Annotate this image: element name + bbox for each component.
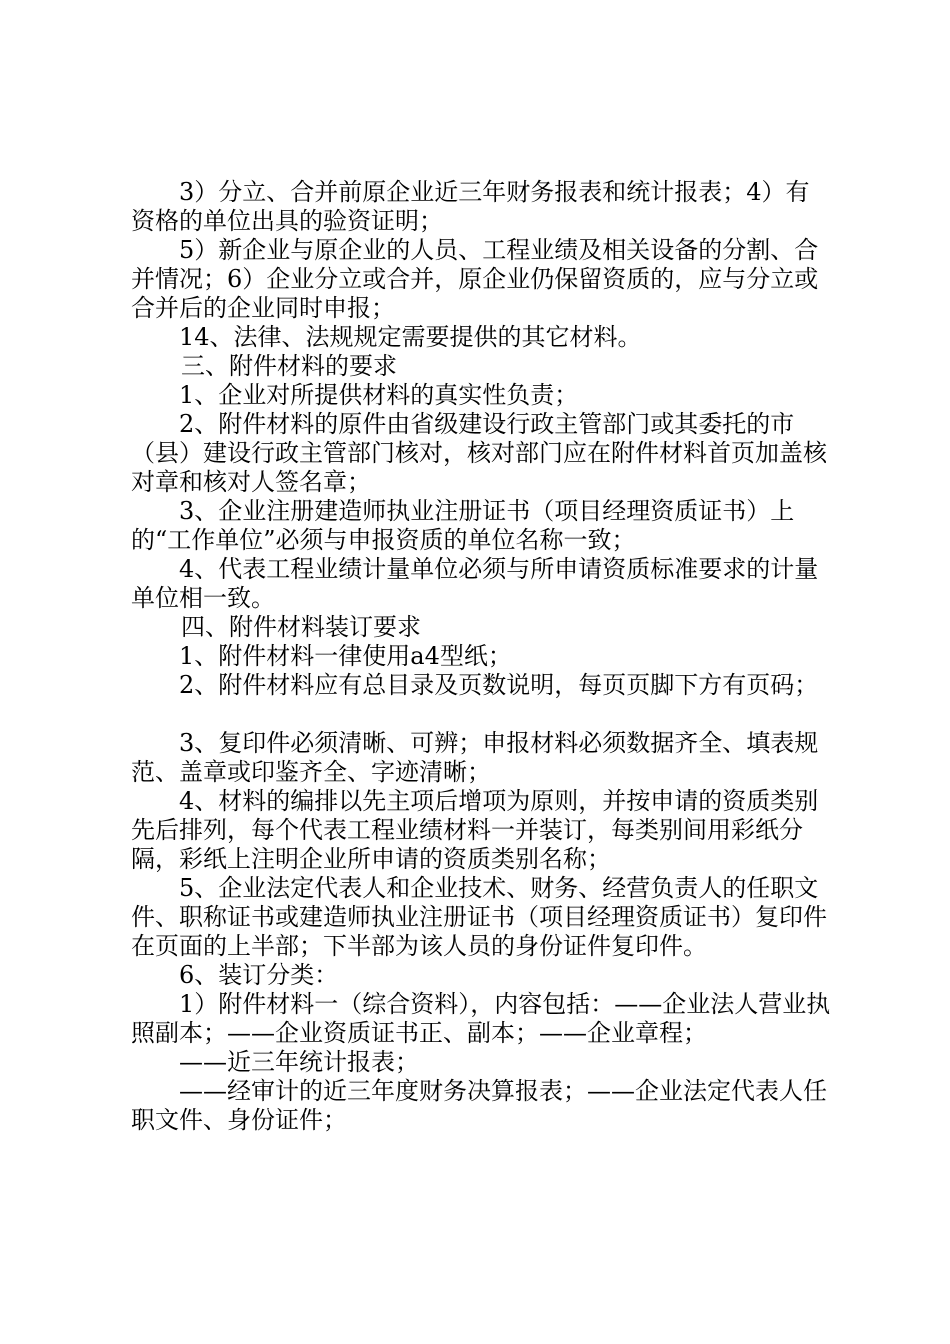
paragraph: 1、企业对所提供材料的真实性负责； bbox=[179, 381, 579, 409]
paragraph: ——经审计的近三年度财务决算报表；——企业法定代表人任职文件、身份证件； bbox=[131, 1077, 827, 1134]
paragraph: 6、装订分类： bbox=[179, 961, 339, 989]
paragraph: 3、复印件必须清晰、可辨；申报材料必须数据齐全、填表规范、盖章或印鉴齐全、字迹清晰； bbox=[131, 729, 819, 786]
paragraph: 1）附件材料一（综合资料），内容包括：——企业法人营业执照副本；——企业资质证书正、副本；——企业章程； bbox=[131, 990, 831, 1047]
paragraph: 2、附件材料应有总目录及页数说明，每页页脚下方有页码； bbox=[179, 671, 819, 699]
section-heading: 四、附件材料装订要求 bbox=[181, 613, 421, 641]
paragraph: 4、材料的编排以先主项后增项为原则，并按申请的资质类别先后排列，每个代表工程业绩材料一并装订，每类别间用彩纸分隔，彩纸上注明企业所申请的资质类别名称； bbox=[131, 787, 819, 873]
paragraph: 3）分立、合并前原企业近三年财务报表和统计报表；4）有资格的单位出具的验资证明； bbox=[131, 178, 810, 235]
paragraph: 5、企业法定代表人和企业技术、财务、经营负责人的任职文件、职称证书或建造师执业注册证书（项目经理资质证书）复印件在页面的上半部；下半部为该人员的身份证件复印件。 bbox=[131, 874, 827, 960]
blank-line bbox=[131, 700, 831, 729]
document-body bbox=[131, 178, 831, 1135]
paragraph: 3、企业注册建造师执业注册证书（项目经理资质证书）上的“工作单位”必须与申报资质的单位名称一致； bbox=[131, 497, 795, 554]
paragraph: 4、代表工程业绩计量单位必须与所申请资质标准要求的计量单位相一致。 bbox=[131, 555, 819, 612]
section-heading: 三、附件材料的要求 bbox=[181, 352, 397, 380]
paragraph: 1、附件材料一律使用a4型纸； bbox=[179, 642, 512, 670]
paragraph: 14、法律、法规规定需要提供的其它材料。 bbox=[179, 323, 642, 351]
paragraph: ——近三年统计报表； bbox=[179, 1048, 419, 1076]
paragraph: 5）新企业与原企业的人员、工程业绩及相关设备的分割、合并情况；6）企业分立或合并，原企业仍保留资质的，应与分立或合并后的企业同时申报； bbox=[131, 236, 819, 322]
paragraph: 2、附件材料的原件由省级建设行政主管部门或其委托的市（县）建设行政主管部门核对，核对部门应在附件材料首页加盖核对章和核对人签名章； bbox=[131, 410, 827, 496]
